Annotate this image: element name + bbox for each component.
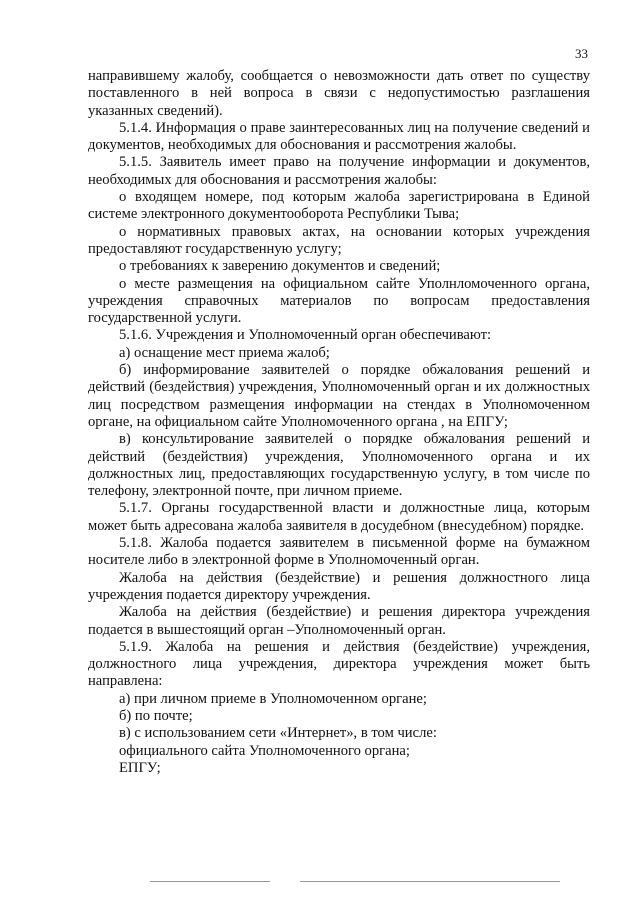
paragraph-14: Жалоба на действия (бездействие) и решения должностного лица учреждения подается директору учреждения. [88, 569, 590, 603]
paragraph-2: 5.1.4. Информация о праве заинтересованных лиц на получение сведений и документов, необходимых для обоснования и рассмотрения жалобы. [88, 119, 590, 154]
paragraph-4: о входящем номере, под которым жалоба зарегистрирована в Единой системе электронного документооборота Республики Тыва; [88, 189, 590, 223]
paragraph-20: официального сайта Уполномоченного органа; [119, 742, 410, 759]
paragraph-15: Жалоба на действия (бездействие) и решения директора учреждения подается в вышестоящий орган –Уполномоченный орган. [88, 604, 590, 638]
paragraph-1: направившему жалобу, сообщается о невозможности дать ответ по существу поставленного в ней вопроса в связи с недопустимостью разглашения указанных сведений). [88, 68, 590, 119]
footer-rule-left [150, 881, 270, 882]
paragraph-8: 5.1.6. Учреждения и Уполномоченный орган обеспечивают: [119, 327, 492, 344]
paragraph-13: 5.1.8. Жалоба подается заявителем в письменной форме на бумажном носителе либо в электронной форме в Уполномоченный орган. [88, 535, 590, 569]
paragraph-10: б) информирование заявителей о порядке обжалования решений и действий (бездействия) учреждения, Уполномоченный орган и их должностных лиц посредством размещения информации на стендах в Уполномоченном органе, на официальном сайте Уполномоченного органа , на ЕПГУ; [88, 362, 590, 430]
paragraph-3: 5.1.5. Заявитель имеет право на получение информации и документов, необходимых для обоснования и рассмотрения жалобы: [88, 154, 590, 188]
paragraph-16: 5.1.9. Жалоба на решения и действия (бездействие) учреждения, должностного лица учреждения, директора учреждения может быть направлена: [88, 638, 590, 690]
paragraph-19: в) с использованием сети «Интернет», в том числе: [119, 725, 437, 742]
footer-rule-right [300, 881, 560, 882]
paragraph-12: 5.1.7. Органы государственной власти и должностные лица, которым может быть адресована жалоба заявителя в досудебном (внесудебном) порядке. [88, 500, 590, 534]
paragraph-18: б) по почте; [119, 707, 193, 724]
paragraph-21: ЕПГУ; [119, 759, 161, 776]
paragraph-5: о нормативных правовых актах, на основании которых учреждения предоставляют государственную услугу; [88, 223, 590, 257]
paragraph-6: о требованиях к заверению документов и сведений; [119, 258, 441, 275]
paragraph-11: в) консультирование заявителей о порядке обжалования решений и действий (бездействия) учреждения, Уполномоченного органа и их должностных лиц, предоставляющих государственную услугу, в том числе по телефону, электронной почте, при личном приеме. [88, 431, 590, 500]
paragraph-9: а) оснащение мест приема жалоб; [119, 344, 330, 361]
paragraph-17: а) при личном приеме в Уполномоченном органе; [119, 690, 427, 707]
paragraph-7: о месте размещения на официальном сайте Уполнломоченного органа, учреждения справочных материалов по вопросам предоставления государственной услуги. [88, 275, 590, 327]
page-number: 33 [575, 46, 588, 61]
document-body [88, 68, 590, 777]
